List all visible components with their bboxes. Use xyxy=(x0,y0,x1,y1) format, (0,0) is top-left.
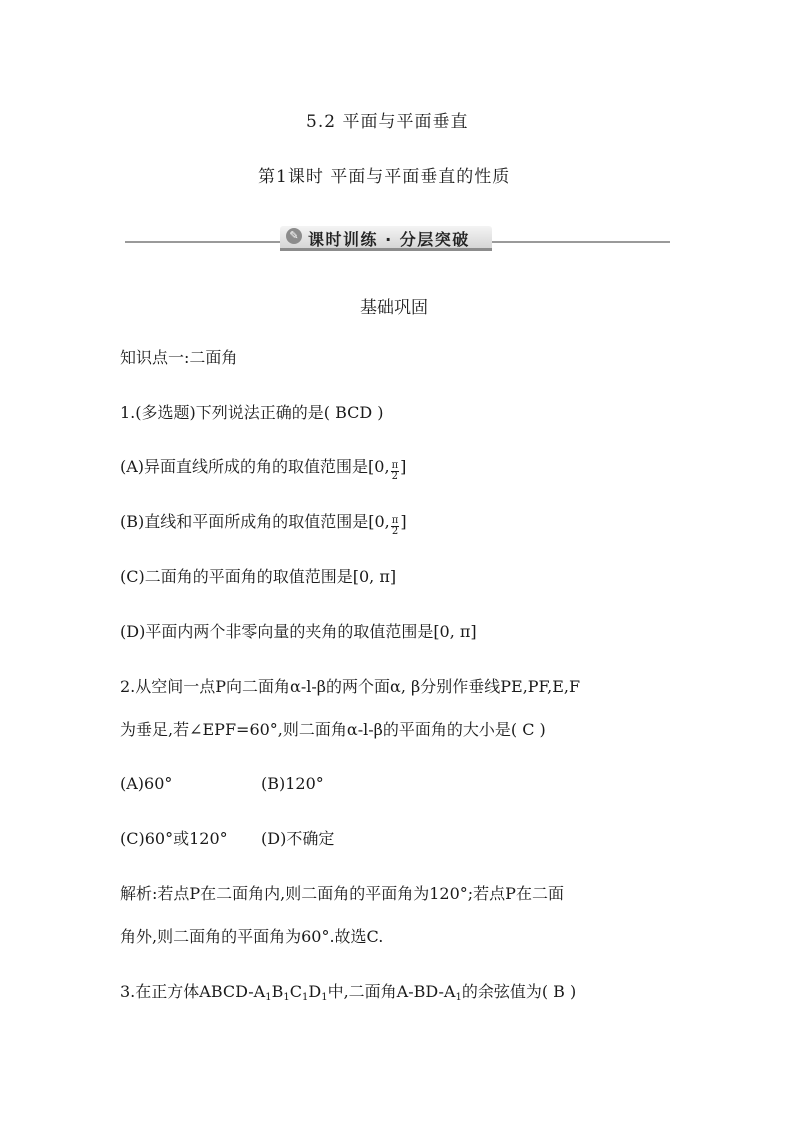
question-2-line-1: 2.从空间一点P向二面角α-l-β的两个面α, β分别作垂线PE,PF,E,F xyxy=(120,677,581,696)
question-2-option-d: (D)不确定 xyxy=(261,829,335,848)
option-b-close: ] xyxy=(400,512,407,531)
option-a-close: ] xyxy=(400,457,407,476)
knowledge-point-heading: 知识点一:二面角 xyxy=(120,348,238,367)
question-2-option-c: (C)60°或120° xyxy=(120,829,228,848)
banner-rule-left xyxy=(125,241,280,243)
banner-label-box xyxy=(280,226,492,251)
q3-sub: 1 xyxy=(455,992,462,1003)
fraction-numerator: π xyxy=(391,460,399,471)
pi-over-2-fraction xyxy=(391,516,400,537)
question-3-stem xyxy=(120,982,576,1002)
question-2-option-a: (A)60° xyxy=(120,774,173,793)
subheading: 基础巩固 xyxy=(360,298,428,318)
question-2-analysis-line-2: 角外,则二面角的平面角为60°.故选C. xyxy=(120,927,384,946)
option-a-text: (A)异面直线所成的角的取值范围是[0, xyxy=(120,457,390,476)
fraction-numerator: π xyxy=(391,515,399,526)
q3-letter: B xyxy=(271,982,284,1001)
question-1-option-c: (C)二面角的平面角的取值范围是[0, π] xyxy=(120,567,397,586)
section-title: 5.2 平面与平面垂直 xyxy=(306,112,469,132)
question-2-line-2: 为垂足,若∠EPF=60°,则二面角α-l-β的平面角的大小是( C ) xyxy=(120,720,546,739)
q3-letter: D xyxy=(308,982,322,1001)
q3-sub: 1 xyxy=(283,992,290,1003)
option-b-text: (B)直线和平面所成角的取值范围是[0, xyxy=(120,512,390,531)
lesson-title: 第1课时 平面与平面垂直的性质 xyxy=(258,167,511,187)
question-2-analysis-line-1: 解析:若点P在二面角内,则二面角的平面角为120°;若点P在二面 xyxy=(120,884,564,903)
q3-sub: 1 xyxy=(265,992,272,1003)
banner-rule-right xyxy=(492,241,670,243)
question-1-stem: 1.(多选题)下列说法正确的是( BCD ) xyxy=(120,403,384,422)
fraction-denominator: 2 xyxy=(391,526,399,537)
question-2-option-b: (B)120° xyxy=(261,774,324,793)
q3-letter: C xyxy=(289,982,302,1001)
pi-over-2-fraction xyxy=(391,461,400,482)
q3-prefix: 3.在正方体ABCD-A xyxy=(120,982,266,1001)
q3-middle: 中,二面角A-BD-A xyxy=(327,982,456,1001)
fraction-denominator: 2 xyxy=(391,471,399,482)
pencil-icon: ✎ xyxy=(286,228,302,244)
question-1-option-a xyxy=(120,457,406,482)
q3-sub: 1 xyxy=(321,992,328,1003)
banner-label: 课时训练 · 分层突破 xyxy=(308,230,470,249)
q3-sub: 1 xyxy=(301,992,309,1003)
q3-suffix: 的余弦值为( B ) xyxy=(461,982,577,1001)
question-1-option-d: (D)平面内两个非零向量的夹角的取值范围是[0, π] xyxy=(120,622,477,641)
question-1-option-b xyxy=(120,512,407,537)
